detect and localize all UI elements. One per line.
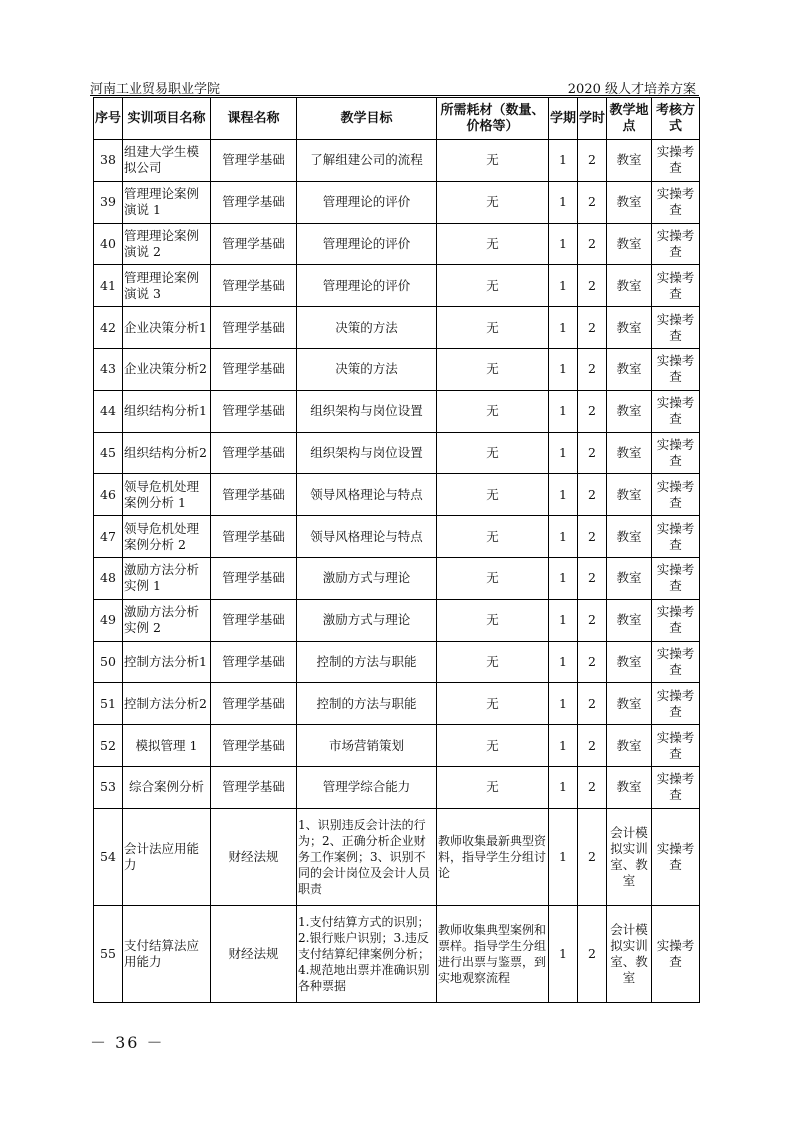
cell-assess: 实操考查 [652, 905, 700, 1002]
cell-mat: 无 [437, 307, 549, 349]
cell-assess: 实操考查 [652, 557, 700, 599]
table-row [94, 683, 700, 725]
cell-name: 管理理论案例演说 2 [123, 223, 211, 265]
cell-place: 教室 [607, 725, 652, 767]
cell-goal: 激励方式与理论 [297, 557, 437, 599]
cell-hours: 2 [578, 348, 607, 390]
table-row [94, 557, 700, 599]
cell-mat: 无 [437, 641, 549, 683]
cell-assess: 实操考查 [652, 223, 700, 265]
cell-place: 教室 [607, 348, 652, 390]
cell-hours: 2 [578, 265, 607, 307]
cell-name: 激励方法分析实例 2 [123, 599, 211, 641]
cell-assess: 实操考查 [652, 683, 700, 725]
cell-hours: 2 [578, 905, 607, 1002]
cell-mat: 无 [437, 390, 549, 432]
cell-term: 1 [549, 641, 578, 683]
table-row [94, 905, 700, 1002]
col-header-course: 课程名称 [211, 98, 297, 140]
cell-goal: 组织架构与岗位设置 [297, 390, 437, 432]
cell-goal: 管理理论的评价 [297, 265, 437, 307]
cell-mat: 无 [437, 348, 549, 390]
cell-term: 1 [549, 725, 578, 767]
cell-place: 教室 [607, 223, 652, 265]
cell-place: 教室 [607, 516, 652, 558]
cell-assess: 实操考查 [652, 641, 700, 683]
header-rule [90, 95, 699, 96]
cell-goal: 管理理论的评价 [297, 181, 437, 223]
cell-hours: 2 [578, 432, 607, 474]
cell-assess: 实操考查 [652, 599, 700, 641]
cell-place: 教室 [607, 557, 652, 599]
cell-course: 管理学基础 [211, 265, 297, 307]
cell-name: 管理理论案例演说 1 [123, 181, 211, 223]
cell-place: 教室 [607, 265, 652, 307]
cell-goal: 激励方式与理论 [297, 599, 437, 641]
cell-term: 1 [549, 516, 578, 558]
cell-course: 管理学基础 [211, 474, 297, 516]
cell-goal: 决策的方法 [297, 307, 437, 349]
cell-name: 组建大学生模拟公司 [123, 140, 211, 182]
cell-no: 41 [94, 265, 123, 307]
cell-no: 55 [94, 905, 123, 1002]
cell-term: 1 [549, 223, 578, 265]
cell-name: 管理理论案例演说 3 [123, 265, 211, 307]
cell-assess: 实操考查 [652, 265, 700, 307]
cell-mat: 无 [437, 516, 549, 558]
cell-course: 管理学基础 [211, 557, 297, 599]
cell-place: 教室 [607, 140, 652, 182]
cell-place: 教室 [607, 641, 652, 683]
cell-goal: 管理理论的评价 [297, 223, 437, 265]
cell-course: 管理学基础 [211, 683, 297, 725]
col-header-goal: 教学目标 [297, 98, 437, 140]
cell-course: 管理学基础 [211, 348, 297, 390]
cell-hours: 2 [578, 474, 607, 516]
cell-no: 50 [94, 641, 123, 683]
cell-term: 1 [549, 474, 578, 516]
cell-hours: 2 [578, 557, 607, 599]
cell-goal: 组织架构与岗位设置 [297, 432, 437, 474]
cell-assess: 实操考查 [652, 516, 700, 558]
cell-name: 企业决策分析2 [123, 348, 211, 390]
cell-term: 1 [549, 599, 578, 641]
cell-place: 教室 [607, 307, 652, 349]
cell-no: 48 [94, 557, 123, 599]
cell-goal: 控制的方法与职能 [297, 641, 437, 683]
cell-place: 教室 [607, 181, 652, 223]
cell-name: 综合案例分析 [123, 766, 211, 808]
cell-course: 管理学基础 [211, 599, 297, 641]
training-table [93, 97, 700, 1003]
cell-name: 会计法应用能力 [123, 808, 211, 905]
cell-no: 43 [94, 348, 123, 390]
cell-course: 管理学基础 [211, 140, 297, 182]
cell-mat: 无 [437, 683, 549, 725]
cell-name: 组织结构分析2 [123, 432, 211, 474]
table-row [94, 307, 700, 349]
table-row [94, 599, 700, 641]
cell-place: 教室 [607, 432, 652, 474]
col-header-no: 序号 [94, 98, 123, 140]
cell-name: 控制方法分析2 [123, 683, 211, 725]
cell-course: 管理学基础 [211, 725, 297, 767]
cell-goal: 管理学综合能力 [297, 766, 437, 808]
cell-no: 45 [94, 432, 123, 474]
table-row [94, 223, 700, 265]
cell-mat: 无 [437, 140, 549, 182]
cell-hours: 2 [578, 390, 607, 432]
cell-term: 1 [549, 265, 578, 307]
cell-no: 53 [94, 766, 123, 808]
cell-hours: 2 [578, 808, 607, 905]
cell-place: 教室 [607, 390, 652, 432]
cell-assess: 实操考查 [652, 808, 700, 905]
header-plan: 2020 级人才培养方案 [567, 82, 696, 97]
cell-place: 会计模拟实训室、教室 [607, 905, 652, 1002]
cell-assess: 实操考查 [652, 348, 700, 390]
cell-name: 控制方法分析1 [123, 641, 211, 683]
cell-course: 管理学基础 [211, 223, 297, 265]
cell-course: 管理学基础 [211, 432, 297, 474]
cell-assess: 实操考查 [652, 181, 700, 223]
table-row [94, 725, 700, 767]
cell-course: 管理学基础 [211, 307, 297, 349]
cell-no: 46 [94, 474, 123, 516]
cell-term: 1 [549, 390, 578, 432]
cell-hours: 2 [578, 223, 607, 265]
col-header-materials: 所需耗材（数量、价格等） [437, 98, 549, 140]
cell-hours: 2 [578, 307, 607, 349]
cell-place: 教室 [607, 683, 652, 725]
table-row [94, 474, 700, 516]
cell-mat: 无 [437, 725, 549, 767]
cell-name: 组织结构分析1 [123, 390, 211, 432]
cell-term: 1 [549, 432, 578, 474]
cell-place: 教室 [607, 474, 652, 516]
cell-hours: 2 [578, 725, 607, 767]
page-number: － 36 － [90, 1033, 165, 1052]
cell-place: 教室 [607, 766, 652, 808]
cell-assess: 实操考查 [652, 140, 700, 182]
cell-assess: 实操考查 [652, 390, 700, 432]
cell-assess: 实操考查 [652, 307, 700, 349]
cell-no: 54 [94, 808, 123, 905]
cell-goal: 领导风格理论与特点 [297, 474, 437, 516]
table-row [94, 516, 700, 558]
cell-goal: 市场营销策划 [297, 725, 437, 767]
cell-term: 1 [549, 808, 578, 905]
cell-course: 管理学基础 [211, 516, 297, 558]
cell-hours: 2 [578, 140, 607, 182]
cell-assess: 实操考查 [652, 432, 700, 474]
cell-assess: 实操考查 [652, 766, 700, 808]
cell-no: 51 [94, 683, 123, 725]
cell-mat: 无 [437, 223, 549, 265]
cell-hours: 2 [578, 516, 607, 558]
col-header-assess: 考核方式 [652, 98, 700, 140]
col-header-name: 实训项目名称 [123, 98, 211, 140]
cell-name: 激励方法分析实例 1 [123, 557, 211, 599]
cell-assess: 实操考查 [652, 474, 700, 516]
cell-no: 52 [94, 725, 123, 767]
cell-term: 1 [549, 307, 578, 349]
header-school: 河南工业贸易职业学院 [90, 82, 221, 97]
cell-course: 财经法规 [211, 905, 297, 1002]
cell-term: 1 [549, 683, 578, 725]
cell-no: 39 [94, 181, 123, 223]
cell-goal: 1.支付结算方式的识别；2.银行账户识别；3.违反支付结算纪律案例分析；4.规范地出票并准确识别各种票据 [297, 905, 437, 1002]
table-row [94, 808, 700, 905]
cell-course: 管理学基础 [211, 390, 297, 432]
cell-goal: 了解组建公司的流程 [297, 140, 437, 182]
cell-term: 1 [549, 766, 578, 808]
cell-mat: 无 [437, 766, 549, 808]
cell-course: 财经法规 [211, 808, 297, 905]
cell-place: 会计模拟实训室、教室 [607, 808, 652, 905]
cell-no: 47 [94, 516, 123, 558]
cell-name: 模拟管理 1 [123, 725, 211, 767]
cell-hours: 2 [578, 683, 607, 725]
cell-goal: 1、识别违反会计法的行为；2、正确分析企业财务工作案例；3、识别不同的会计岗位及会计人员职责 [297, 808, 437, 905]
col-header-term: 学期 [549, 98, 578, 140]
table-header-row [94, 98, 700, 140]
cell-hours: 2 [578, 641, 607, 683]
cell-mat: 无 [437, 599, 549, 641]
cell-hours: 2 [578, 181, 607, 223]
table-row [94, 265, 700, 307]
cell-term: 1 [549, 557, 578, 599]
cell-name: 企业决策分析1 [123, 307, 211, 349]
cell-name: 领导危机处理案例分析 2 [123, 516, 211, 558]
cell-goal: 控制的方法与职能 [297, 683, 437, 725]
cell-no: 40 [94, 223, 123, 265]
cell-mat: 无 [437, 474, 549, 516]
cell-course: 管理学基础 [211, 641, 297, 683]
table-row [94, 348, 700, 390]
col-header-hours: 学时 [578, 98, 607, 140]
table-row [94, 181, 700, 223]
cell-no: 44 [94, 390, 123, 432]
cell-term: 1 [549, 140, 578, 182]
table-row [94, 432, 700, 474]
cell-term: 1 [549, 181, 578, 223]
cell-assess: 实操考查 [652, 725, 700, 767]
cell-hours: 2 [578, 599, 607, 641]
cell-goal: 决策的方法 [297, 348, 437, 390]
col-header-place: 教学地点 [607, 98, 652, 140]
cell-mat: 无 [437, 432, 549, 474]
cell-no: 38 [94, 140, 123, 182]
cell-mat: 教师收集典型案例和票样。指导学生分组进行出票与鉴票，到实地观察流程 [437, 905, 549, 1002]
cell-term: 1 [549, 905, 578, 1002]
cell-course: 管理学基础 [211, 766, 297, 808]
table-row [94, 140, 700, 182]
cell-place: 教室 [607, 599, 652, 641]
table-row [94, 641, 700, 683]
cell-no: 49 [94, 599, 123, 641]
cell-mat: 无 [437, 265, 549, 307]
cell-course: 管理学基础 [211, 181, 297, 223]
cell-mat: 无 [437, 181, 549, 223]
cell-mat: 教师收集最新典型资料，指导学生分组讨论 [437, 808, 549, 905]
cell-no: 42 [94, 307, 123, 349]
cell-goal: 领导风格理论与特点 [297, 516, 437, 558]
cell-name: 领导危机处理案例分析 1 [123, 474, 211, 516]
table-row [94, 390, 700, 432]
cell-hours: 2 [578, 766, 607, 808]
cell-term: 1 [549, 348, 578, 390]
cell-name: 支付结算法应用能力 [123, 905, 211, 1002]
cell-mat: 无 [437, 557, 549, 599]
table-row [94, 766, 700, 808]
